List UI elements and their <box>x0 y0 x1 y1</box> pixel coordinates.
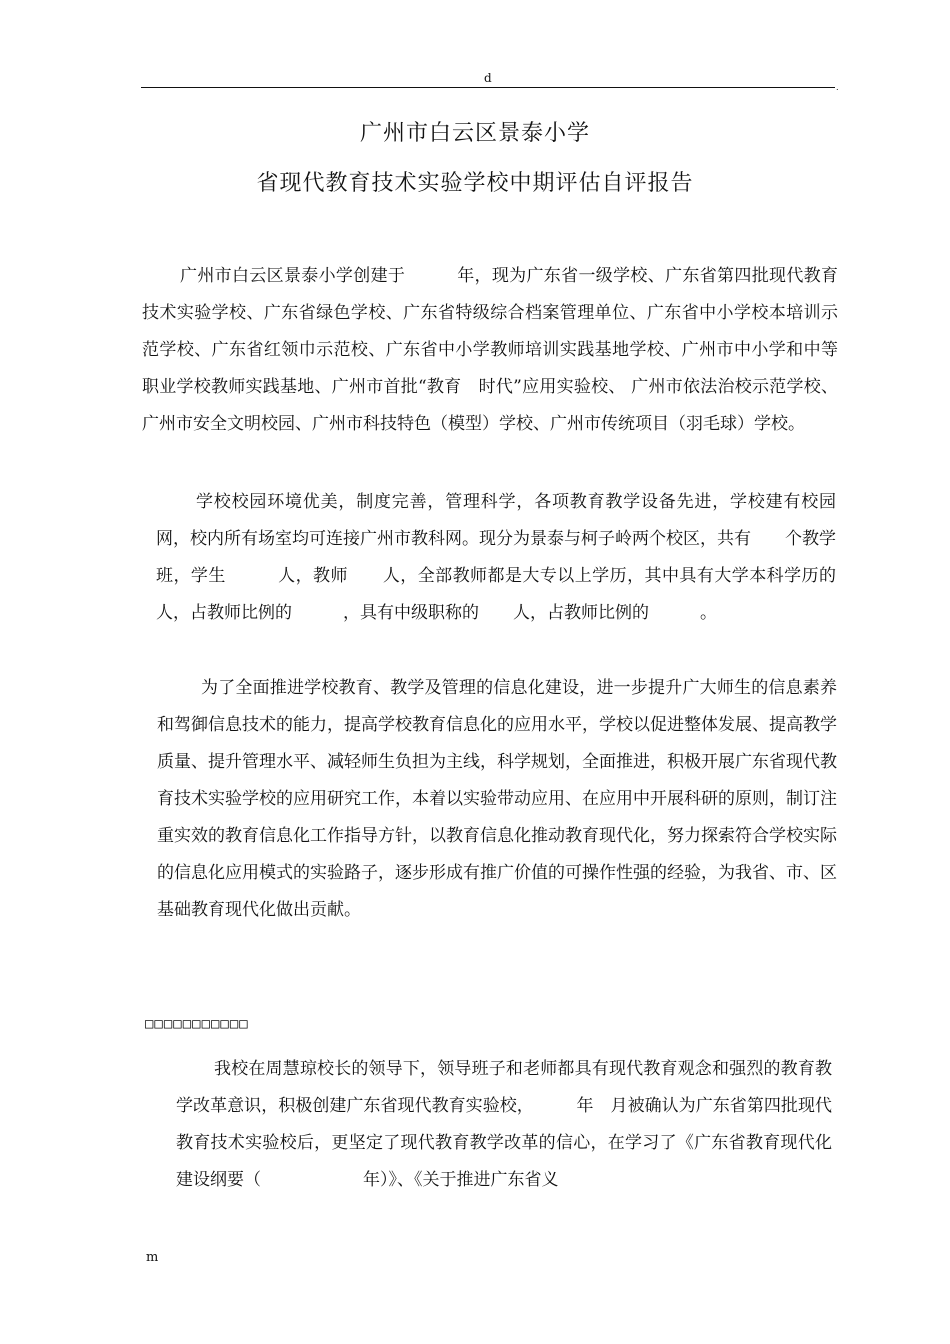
header-dot: . <box>836 83 839 92</box>
header-rule <box>141 87 835 88</box>
goals-paragraph: 为了全面推进学校教育、教学及管理的信息化建设，进一步提升广大师生的信息素养和驾御信息技术的能力，提高学校教育信息化的应用水平，学校以促进整体发展、提高教学质量、提升管理水平、减轻师生负担为主线，科学规划，全面推进，积极开展广东省现代教育技术实验学校的应用研究工作，本着以实验带动应用、在应用中开展科研的原则，制订注重实效的教育信息化工作指导方针，以教育信息化推动教育现代化，努力探索符合学校实际的信息化应用模式的实验路子，逐步形成有推广价值的可操作性强的经验，为我省、市、区基础教育现代化做出贡献。 <box>157 678 837 920</box>
intro-paragraph: 广州市白云区景泰小学创建于 年，现为广东省一级学校、广东省第四批现代教育技术实验学校、广东省绿色学校、广东省特级综合档案管理单位、广东省中小学校本培训示范学校、广东省红领巾示范校、广东省中小学教师培训实践基地学校、广州市中小学和中等职业学校教师实践基地、广州市首批“教育 时代”应用实验校、 广州市依法治校示范学校、广州市安全文明校园、广州市科技特色（模型）学校、广州市传统项目（羽毛球）学校。 <box>142 266 838 434</box>
footer-mark: m <box>146 1250 159 1265</box>
document-title-school: 广州市白云区景泰小学 <box>359 121 590 146</box>
campus-paragraph: 学校校园环境优美，制度完善，管理科学，各项教育教学设备先进，学校建有校园网，校内所有场室均可连接广州市教科网。现分为景泰与柯子岭两个校区，共有 个教学班，学生 人，教师 人，全部教师都是大专以上学历，其中具有大学本科学历的 人，占教师比例的 ，具有中级职称的 人，占教师比例的 。 <box>156 492 870 623</box>
header-mark: d <box>484 71 492 85</box>
document-title-report: 省现代教育技术实验学校中期评估自评报告 <box>256 171 694 196</box>
section-heading: □□□□□□□□□□□ <box>145 1016 249 1032</box>
section-paragraph: 我校在周慧琼校长的领导下，领导班子和老师都具有现代教育观念和强烈的教育教学改革意识，积极创建广东省现代教育实验校， 年 月被确认为广东省第四批现代教育技术实验校后，更坚定了现代教育教学改革的信心，在学习了《广东省教育现代化建设纲要（ 年）》、《关于推进广东省义 <box>176 1059 832 1190</box>
